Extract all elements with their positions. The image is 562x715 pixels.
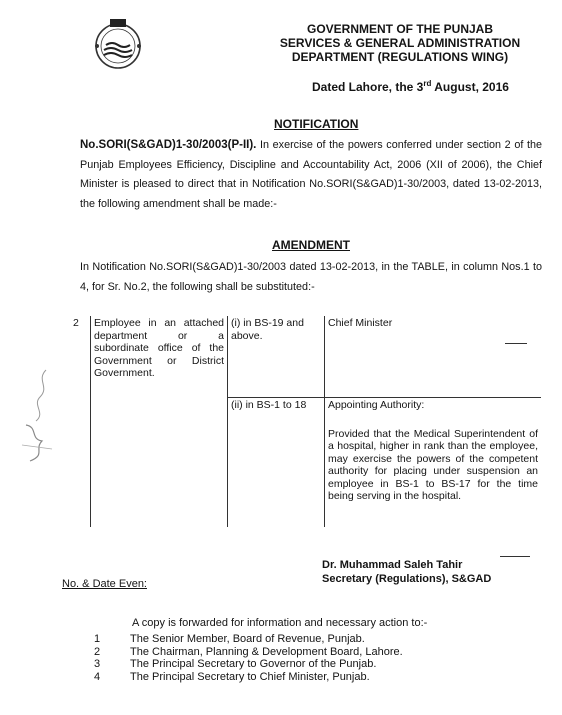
list-item: 1 The Senior Member, Board of Revenue, Punjab. [94,633,365,645]
list-item: 3 The Principal Secretary to Governor of the Punjab. [94,658,377,670]
table-authority-1-cell [325,316,542,398]
table-employee-cell [91,316,228,527]
table-scale-2-cell [228,398,325,528]
header-line-3: DEPARTMENT (REGULATIONS WING) [291,50,509,64]
punjab-emblem-icon [88,16,148,72]
table-proviso: Provided that the Medical Superintendent of a hospital, higher in rank than the employee, may exercise the powers of the competent authority for placing under suspension an employee in BS-1 to BS-17 for the time being serving in the hospital. [328,427,538,502]
table-authority-2: Appointing Authority: [328,399,425,411]
header-line-1: GOVERNMENT OF THE PUNJAB [306,22,493,36]
table-scale-2: (ii) in BS-1 to 18 [231,399,307,411]
notification-body: In exercise of the powers conferred under section 2 of the Punjab Employees Efficiency, Discipline and Accountability Act, 2006 (XII of 2006), the Chief Minister is pleased to direct that in Notification No.SORI(S&GAD)1-30/2003, dated 13-02-2013, the following amendment shall be made:- [80,139,542,210]
dated-prefix: Dated Lahore, the 3 [312,80,424,94]
amendment-paragraph: In Notification No.SORI(S&GAD)1-30/2003 dated 13-02-2013, in the TABLE, in column Nos.1 to 4, for Sr. No.2, the following shall be substituted:- [80,261,542,293]
amendment-table [70,316,541,527]
table-employee: Employee in an attached department or a subordinate office of the Government or District Government. [94,317,224,379]
notification-title: NOTIFICATION [274,117,359,131]
table-authority-1: Chief Minister [328,317,393,329]
amendment-title: AMENDMENT [272,238,350,252]
no-and-date-line: No. & Date Even: [62,578,147,590]
notification-ref: No.SORI(S&GAD)1-30/2003(P-II). [80,139,257,151]
margin-mark [500,556,530,557]
table-scale-1: (i) in BS-19 and above. [231,317,304,342]
copy-forwarded-line: A copy is forwarded for information and necessary action to:- [132,617,428,629]
table-sr: 2 [73,317,79,329]
department-header [250,22,550,64]
recipient-list [94,633,403,683]
table-scale-1-cell [228,316,325,398]
signature-block [322,558,491,586]
dated-line [312,79,509,94]
dated-sup: rd [423,79,432,88]
notification-paragraph [80,136,542,214]
header-line-2: SERVICES & GENERAL ADMINISTRATION [279,36,521,50]
margin-mark [505,343,527,344]
handwritten-stamp [16,365,58,475]
table-sr-cell [70,316,91,527]
list-item: 4 The Principal Secretary to Chief Minister, Punjab. [94,670,370,683]
dated-suffix: August, 2016 [431,80,509,94]
list-item: 2 The Chairman, Planning & Development Board, Lahore. [94,645,403,658]
signatory-designation: Secretary (Regulations), S&GAD [322,573,492,585]
signatory-name: Dr. Muhammad Saleh Tahir [322,559,463,571]
table-authority-2-cell [325,398,542,528]
